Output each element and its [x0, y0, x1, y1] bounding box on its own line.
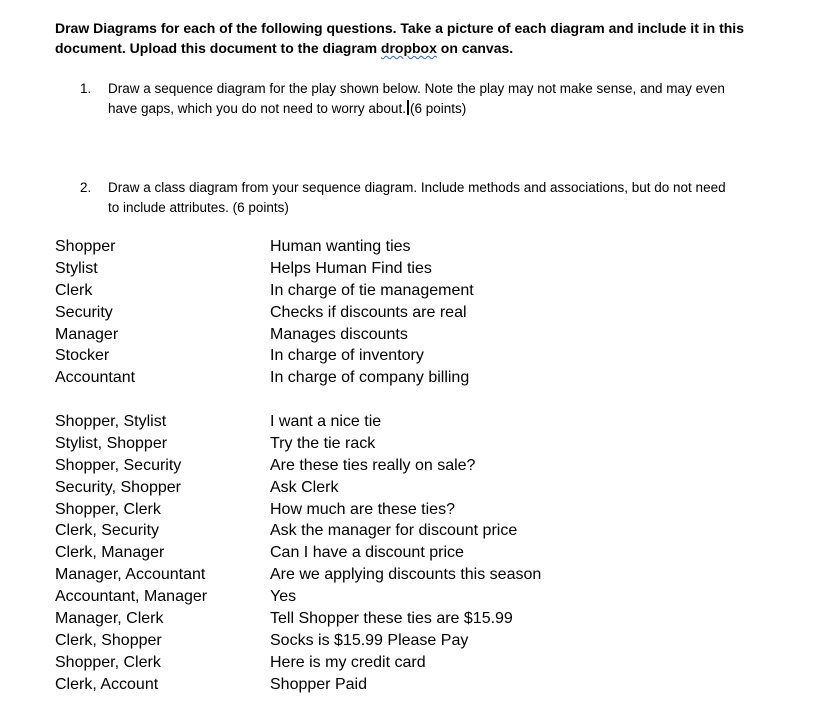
role-name: Stylist: [55, 259, 98, 277]
speaker-pair: Clerk, Security: [55, 522, 160, 540]
question-1-body: Draw a sequence diagram for the play shown below. Note the play may not make sense, and may even have gaps, which you do not need to worry about.: [108, 81, 725, 116]
role-description: Checks if discounts are real: [270, 303, 467, 321]
dialogue-line: Can I have a discount price: [270, 544, 464, 562]
role-description: In charge of company billing: [270, 369, 470, 387]
role-name: Accountant: [55, 369, 136, 387]
role-name: Manager: [55, 325, 119, 343]
dialogue-line: Try the tie rack: [270, 434, 376, 452]
dialogue-line: Are we applying discounts this season: [270, 566, 542, 584]
role-description: In charge of inventory: [270, 347, 424, 365]
dialogue-line: Ask Clerk: [270, 478, 339, 496]
dialogue-line: Here is my credit card: [270, 653, 426, 671]
role-description: Manages discounts: [270, 325, 408, 343]
dialogue-line: Tell Shopper these ties are $15.99: [270, 610, 513, 628]
speaker-pair: Accountant, Manager: [55, 588, 208, 606]
role-name: Stocker: [55, 347, 110, 365]
role-name: Shopper: [55, 238, 116, 255]
role-description: Helps Human Find ties: [270, 259, 432, 277]
dialogue-line: Are these ties really on sale?: [270, 456, 476, 474]
dialogue-line: How much are these ties?: [270, 500, 455, 518]
text-cursor: [407, 100, 409, 115]
speaker-pair: Security, Shopper: [55, 478, 181, 496]
question-2-number: 2.: [80, 180, 92, 195]
question-1: [80, 79, 740, 118]
question-1-text: [108, 79, 740, 118]
role-description: In charge of tie management: [270, 281, 474, 299]
dialogue-line: I want a nice tie: [270, 413, 382, 430]
role-description: Human wanting ties: [270, 238, 411, 255]
role-name: Security: [55, 303, 113, 321]
role-name: Clerk: [55, 281, 93, 299]
speaker-pair: Shopper, Clerk: [55, 500, 161, 518]
question-2: [80, 178, 740, 217]
speaker-pair: Clerk, Manager: [55, 544, 165, 562]
question-2-text: Draw a class diagram from your sequence diagram. Include methods and associations, but do not need to include attributes. (6 points): [108, 180, 726, 215]
dialogue-line: Yes: [270, 588, 297, 606]
question-1-number: 1.: [80, 81, 92, 96]
dialogue-line: Shopper Paid: [270, 675, 367, 693]
speaker-pair: Shopper, Clerk: [55, 653, 161, 671]
dialogue-line: Ask the manager for discount price: [270, 522, 518, 540]
speaker-pair: Clerk, Account: [55, 675, 159, 693]
speaker-pair: Shopper, Stylist: [55, 413, 167, 430]
speaker-pair: Shopper, Security: [55, 456, 182, 474]
speaker-pair: Manager, Clerk: [55, 610, 164, 628]
dialogue-line: Socks is $15.99 Please Pay: [270, 631, 469, 649]
instructions-heading: [55, 18, 795, 58]
speaker-pair: Clerk, Shopper: [55, 631, 162, 649]
heading-text-start: Draw Diagrams for each of the following questions. Take a picture of each diagram and include it in this document. Upload this document to the diagram: [55, 20, 744, 56]
heading-text-end: on canvas.: [436, 40, 514, 56]
spellcheck-word: dropbox: [380, 40, 437, 56]
speaker-pair: Stylist, Shopper: [55, 434, 168, 452]
question-1-points: (6 points): [409, 100, 467, 116]
speaker-pair: Manager, Accountant: [55, 566, 206, 584]
